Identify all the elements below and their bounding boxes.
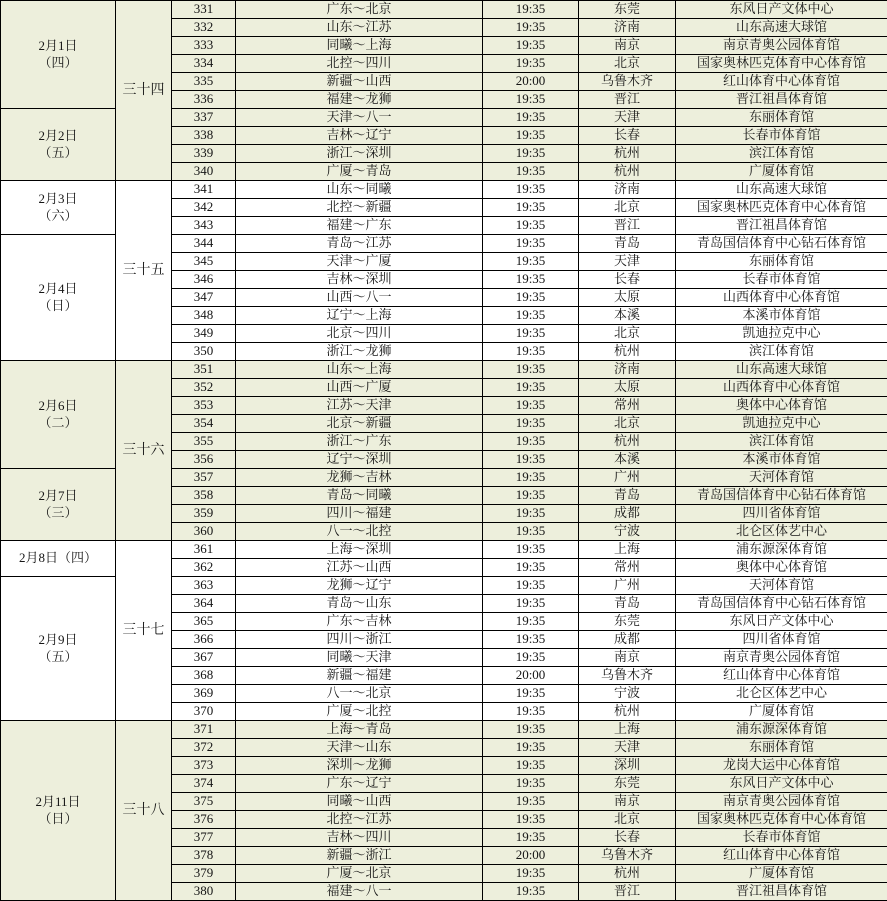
game-no-cell: 362 bbox=[172, 559, 236, 577]
venue-cell: 凯迪拉克中心 bbox=[676, 415, 887, 433]
city-cell: 本溪 bbox=[579, 307, 676, 325]
time-cell: 19:35 bbox=[483, 91, 579, 109]
time-cell: 19:35 bbox=[483, 235, 579, 253]
date-cell: 2月2日 （五） bbox=[1, 109, 116, 181]
time-cell: 19:35 bbox=[483, 415, 579, 433]
time-cell: 19:35 bbox=[483, 253, 579, 271]
city-cell: 长春 bbox=[579, 271, 676, 289]
venue-cell: 红山体育中心体育馆 bbox=[676, 667, 887, 685]
game-no-cell: 351 bbox=[172, 361, 236, 379]
venue-cell: 浦东源深体育馆 bbox=[676, 721, 887, 739]
game-no-cell: 365 bbox=[172, 613, 236, 631]
city-cell: 杭州 bbox=[579, 163, 676, 181]
time-cell: 19:35 bbox=[483, 487, 579, 505]
game-no-cell: 354 bbox=[172, 415, 236, 433]
game-no-cell: 338 bbox=[172, 127, 236, 145]
teams-cell: 龙狮～吉林 bbox=[236, 469, 483, 487]
city-cell: 深圳 bbox=[579, 757, 676, 775]
time-cell: 19:35 bbox=[483, 379, 579, 397]
game-no-cell: 356 bbox=[172, 451, 236, 469]
teams-cell: 新疆～山西 bbox=[236, 73, 483, 91]
city-cell: 杭州 bbox=[579, 343, 676, 361]
time-cell: 20:00 bbox=[483, 667, 579, 685]
venue-cell: 青岛国信体育中心钻石体育馆 bbox=[676, 487, 887, 505]
table-row bbox=[1, 1, 887, 19]
city-cell: 南京 bbox=[579, 649, 676, 667]
game-no-cell: 341 bbox=[172, 181, 236, 199]
game-no-cell: 346 bbox=[172, 271, 236, 289]
venue-cell: 山西体育中心体育馆 bbox=[676, 289, 887, 307]
round-cell: 三十四 bbox=[116, 1, 172, 181]
venue-cell: 北仑区体艺中心 bbox=[676, 685, 887, 703]
teams-cell: 广厦～北京 bbox=[236, 865, 483, 883]
date-cell: 2月7日 （三） bbox=[1, 469, 116, 541]
time-cell: 19:35 bbox=[483, 163, 579, 181]
teams-cell: 北控～江苏 bbox=[236, 811, 483, 829]
game-no-cell: 366 bbox=[172, 631, 236, 649]
time-cell: 19:35 bbox=[483, 145, 579, 163]
time-cell: 19:35 bbox=[483, 289, 579, 307]
time-cell: 19:35 bbox=[483, 631, 579, 649]
teams-cell: 广东～吉林 bbox=[236, 613, 483, 631]
time-cell: 19:35 bbox=[483, 109, 579, 127]
game-no-cell: 355 bbox=[172, 433, 236, 451]
teams-cell: 青岛～同曦 bbox=[236, 487, 483, 505]
teams-cell: 北京～新疆 bbox=[236, 415, 483, 433]
teams-cell: 广东～北京 bbox=[236, 1, 483, 19]
date-cell: 2月8日（四） bbox=[1, 541, 116, 577]
venue-cell: 东风日产文体中心 bbox=[676, 613, 887, 631]
time-cell: 19:35 bbox=[483, 55, 579, 73]
time-cell: 19:35 bbox=[483, 469, 579, 487]
time-cell: 19:35 bbox=[483, 883, 579, 901]
round-cell: 三十五 bbox=[116, 181, 172, 361]
date-cell: 2月9日 （五） bbox=[1, 577, 116, 721]
teams-cell: 广东～辽宁 bbox=[236, 775, 483, 793]
city-cell: 常州 bbox=[579, 559, 676, 577]
time-cell: 19:35 bbox=[483, 19, 579, 37]
game-no-cell: 364 bbox=[172, 595, 236, 613]
teams-cell: 山西～广厦 bbox=[236, 379, 483, 397]
city-cell: 东莞 bbox=[579, 775, 676, 793]
time-cell: 20:00 bbox=[483, 847, 579, 865]
teams-cell: 北控～新疆 bbox=[236, 199, 483, 217]
time-cell: 19:35 bbox=[483, 325, 579, 343]
teams-cell: 吉林～四川 bbox=[236, 829, 483, 847]
venue-cell: 长春市体育馆 bbox=[676, 829, 887, 847]
city-cell: 长春 bbox=[579, 829, 676, 847]
venue-cell: 国家奥林匹克体育中心体育馆 bbox=[676, 199, 887, 217]
table-row bbox=[1, 721, 887, 739]
game-no-cell: 372 bbox=[172, 739, 236, 757]
teams-cell: 广厦～青岛 bbox=[236, 163, 483, 181]
teams-cell: 龙狮～辽宁 bbox=[236, 577, 483, 595]
teams-cell: 浙江～深圳 bbox=[236, 145, 483, 163]
game-no-cell: 334 bbox=[172, 55, 236, 73]
city-cell: 东莞 bbox=[579, 1, 676, 19]
teams-cell: 北控～四川 bbox=[236, 55, 483, 73]
venue-cell: 天河体育馆 bbox=[676, 577, 887, 595]
teams-cell: 天津～广厦 bbox=[236, 253, 483, 271]
game-no-cell: 368 bbox=[172, 667, 236, 685]
venue-cell: 南京青奥公园体育馆 bbox=[676, 649, 887, 667]
teams-cell: 山东～上海 bbox=[236, 361, 483, 379]
teams-cell: 深圳～龙狮 bbox=[236, 757, 483, 775]
teams-cell: 山东～江苏 bbox=[236, 19, 483, 37]
city-cell: 青岛 bbox=[579, 235, 676, 253]
venue-cell: 晋江祖昌体育馆 bbox=[676, 217, 887, 235]
time-cell: 19:35 bbox=[483, 793, 579, 811]
teams-cell: 浙江～广东 bbox=[236, 433, 483, 451]
time-cell: 19:35 bbox=[483, 505, 579, 523]
city-cell: 杭州 bbox=[579, 145, 676, 163]
city-cell: 南京 bbox=[579, 37, 676, 55]
city-cell: 成都 bbox=[579, 505, 676, 523]
game-no-cell: 345 bbox=[172, 253, 236, 271]
teams-cell: 青岛～山东 bbox=[236, 595, 483, 613]
venue-cell: 广厦体育馆 bbox=[676, 163, 887, 181]
venue-cell: 滨江体育馆 bbox=[676, 145, 887, 163]
game-no-cell: 358 bbox=[172, 487, 236, 505]
venue-cell: 山东高速大球馆 bbox=[676, 361, 887, 379]
city-cell: 天津 bbox=[579, 253, 676, 271]
time-cell: 19:35 bbox=[483, 1, 579, 19]
venue-cell: 红山体育中心体育馆 bbox=[676, 73, 887, 91]
teams-cell: 上海～深圳 bbox=[236, 541, 483, 559]
time-cell: 19:35 bbox=[483, 865, 579, 883]
city-cell: 青岛 bbox=[579, 487, 676, 505]
time-cell: 19:35 bbox=[483, 37, 579, 55]
game-no-cell: 361 bbox=[172, 541, 236, 559]
venue-cell: 凯迪拉克中心 bbox=[676, 325, 887, 343]
schedule-table-body bbox=[1, 1, 887, 901]
game-no-cell: 350 bbox=[172, 343, 236, 361]
game-no-cell: 335 bbox=[172, 73, 236, 91]
venue-cell: 龙岗大运中心体育馆 bbox=[676, 757, 887, 775]
teams-cell: 新疆～福建 bbox=[236, 667, 483, 685]
game-no-cell: 339 bbox=[172, 145, 236, 163]
time-cell: 19:35 bbox=[483, 127, 579, 145]
venue-cell: 广厦体育馆 bbox=[676, 703, 887, 721]
city-cell: 青岛 bbox=[579, 595, 676, 613]
city-cell: 上海 bbox=[579, 541, 676, 559]
venue-cell: 四川省体育馆 bbox=[676, 631, 887, 649]
teams-cell: 四川～福建 bbox=[236, 505, 483, 523]
city-cell: 广州 bbox=[579, 469, 676, 487]
game-no-cell: 343 bbox=[172, 217, 236, 235]
teams-cell: 八一～北京 bbox=[236, 685, 483, 703]
city-cell: 北京 bbox=[579, 415, 676, 433]
city-cell: 长春 bbox=[579, 127, 676, 145]
teams-cell: 江苏～天津 bbox=[236, 397, 483, 415]
time-cell: 19:35 bbox=[483, 577, 579, 595]
teams-cell: 青岛～江苏 bbox=[236, 235, 483, 253]
city-cell: 北京 bbox=[579, 325, 676, 343]
teams-cell: 天津～八一 bbox=[236, 109, 483, 127]
city-cell: 济南 bbox=[579, 361, 676, 379]
venue-cell: 国家奥林匹克体育中心体育馆 bbox=[676, 811, 887, 829]
city-cell: 北京 bbox=[579, 55, 676, 73]
teams-cell: 福建～八一 bbox=[236, 883, 483, 901]
city-cell: 成都 bbox=[579, 631, 676, 649]
game-no-cell: 333 bbox=[172, 37, 236, 55]
teams-cell: 北京～四川 bbox=[236, 325, 483, 343]
teams-cell: 八一～北控 bbox=[236, 523, 483, 541]
game-no-cell: 376 bbox=[172, 811, 236, 829]
time-cell: 19:35 bbox=[483, 361, 579, 379]
time-cell: 19:35 bbox=[483, 613, 579, 631]
date-cell: 2月6日 （二） bbox=[1, 361, 116, 469]
time-cell: 19:35 bbox=[483, 829, 579, 847]
city-cell: 常州 bbox=[579, 397, 676, 415]
city-cell: 杭州 bbox=[579, 433, 676, 451]
game-no-cell: 375 bbox=[172, 793, 236, 811]
city-cell: 北京 bbox=[579, 199, 676, 217]
time-cell: 19:35 bbox=[483, 433, 579, 451]
venue-cell: 滨江体育馆 bbox=[676, 433, 887, 451]
venue-cell: 国家奥林匹克体育中心体育馆 bbox=[676, 55, 887, 73]
time-cell: 19:35 bbox=[483, 397, 579, 415]
city-cell: 乌鲁木齐 bbox=[579, 667, 676, 685]
table-row bbox=[1, 181, 887, 199]
teams-cell: 四川～浙江 bbox=[236, 631, 483, 649]
game-no-cell: 371 bbox=[172, 721, 236, 739]
time-cell: 19:35 bbox=[483, 307, 579, 325]
game-no-cell: 359 bbox=[172, 505, 236, 523]
venue-cell: 青岛国信体育中心钻石体育馆 bbox=[676, 595, 887, 613]
game-no-cell: 373 bbox=[172, 757, 236, 775]
time-cell: 19:35 bbox=[483, 181, 579, 199]
teams-cell: 吉林～辽宁 bbox=[236, 127, 483, 145]
teams-cell: 山东～同曦 bbox=[236, 181, 483, 199]
venue-cell: 东丽体育馆 bbox=[676, 253, 887, 271]
city-cell: 太原 bbox=[579, 379, 676, 397]
city-cell: 宁波 bbox=[579, 685, 676, 703]
city-cell: 晋江 bbox=[579, 217, 676, 235]
venue-cell: 南京青奥公园体育馆 bbox=[676, 37, 887, 55]
time-cell: 19:35 bbox=[483, 757, 579, 775]
time-cell: 19:35 bbox=[483, 649, 579, 667]
venue-cell: 本溪市体育馆 bbox=[676, 307, 887, 325]
city-cell: 上海 bbox=[579, 721, 676, 739]
venue-cell: 长春市体育馆 bbox=[676, 127, 887, 145]
city-cell: 太原 bbox=[579, 289, 676, 307]
time-cell: 19:35 bbox=[483, 811, 579, 829]
venue-cell: 长春市体育馆 bbox=[676, 271, 887, 289]
venue-cell: 青岛国信体育中心钻石体育馆 bbox=[676, 235, 887, 253]
venue-cell: 奥体中心体育馆 bbox=[676, 559, 887, 577]
venue-cell: 晋江祖昌体育馆 bbox=[676, 91, 887, 109]
venue-cell: 晋江祖昌体育馆 bbox=[676, 883, 887, 901]
game-no-cell: 369 bbox=[172, 685, 236, 703]
game-no-cell: 377 bbox=[172, 829, 236, 847]
game-no-cell: 336 bbox=[172, 91, 236, 109]
venue-cell: 本溪市体育馆 bbox=[676, 451, 887, 469]
time-cell: 19:35 bbox=[483, 559, 579, 577]
game-no-cell: 348 bbox=[172, 307, 236, 325]
venue-cell: 奥体中心体育馆 bbox=[676, 397, 887, 415]
teams-cell: 上海～青岛 bbox=[236, 721, 483, 739]
teams-cell: 辽宁～上海 bbox=[236, 307, 483, 325]
game-no-cell: 353 bbox=[172, 397, 236, 415]
teams-cell: 同曦～上海 bbox=[236, 37, 483, 55]
venue-cell: 东丽体育馆 bbox=[676, 739, 887, 757]
time-cell: 19:35 bbox=[483, 451, 579, 469]
city-cell: 宁波 bbox=[579, 523, 676, 541]
date-cell: 2月1日 （四） bbox=[1, 1, 116, 109]
time-cell: 19:35 bbox=[483, 343, 579, 361]
game-no-cell: 370 bbox=[172, 703, 236, 721]
game-no-cell: 363 bbox=[172, 577, 236, 595]
game-no-cell: 367 bbox=[172, 649, 236, 667]
teams-cell: 福建～广东 bbox=[236, 217, 483, 235]
city-cell: 济南 bbox=[579, 181, 676, 199]
time-cell: 20:00 bbox=[483, 73, 579, 91]
table-row bbox=[1, 361, 887, 379]
time-cell: 19:35 bbox=[483, 199, 579, 217]
game-no-cell: 380 bbox=[172, 883, 236, 901]
round-cell: 三十六 bbox=[116, 361, 172, 541]
date-cell: 2月4日 （日） bbox=[1, 235, 116, 361]
teams-cell: 福建～龙狮 bbox=[236, 91, 483, 109]
city-cell: 天津 bbox=[579, 739, 676, 757]
city-cell: 乌鲁木齐 bbox=[579, 847, 676, 865]
teams-cell: 新疆～浙江 bbox=[236, 847, 483, 865]
city-cell: 杭州 bbox=[579, 703, 676, 721]
city-cell: 杭州 bbox=[579, 865, 676, 883]
venue-cell: 东风日产文体中心 bbox=[676, 775, 887, 793]
city-cell: 广州 bbox=[579, 577, 676, 595]
game-no-cell: 342 bbox=[172, 199, 236, 217]
game-no-cell: 332 bbox=[172, 19, 236, 37]
game-no-cell: 337 bbox=[172, 109, 236, 127]
city-cell: 天津 bbox=[579, 109, 676, 127]
teams-cell: 山西～八一 bbox=[236, 289, 483, 307]
city-cell: 济南 bbox=[579, 19, 676, 37]
teams-cell: 同曦～山西 bbox=[236, 793, 483, 811]
game-no-cell: 340 bbox=[172, 163, 236, 181]
table-row bbox=[1, 541, 887, 559]
venue-cell: 山西体育中心体育馆 bbox=[676, 379, 887, 397]
teams-cell: 同曦～天津 bbox=[236, 649, 483, 667]
time-cell: 19:35 bbox=[483, 523, 579, 541]
time-cell: 19:35 bbox=[483, 739, 579, 757]
game-no-cell: 378 bbox=[172, 847, 236, 865]
time-cell: 19:35 bbox=[483, 541, 579, 559]
teams-cell: 浙江～龙狮 bbox=[236, 343, 483, 361]
venue-cell: 北仑区体艺中心 bbox=[676, 523, 887, 541]
venue-cell: 山东高速大球馆 bbox=[676, 181, 887, 199]
city-cell: 乌鲁木齐 bbox=[579, 73, 676, 91]
game-no-cell: 347 bbox=[172, 289, 236, 307]
game-no-cell: 349 bbox=[172, 325, 236, 343]
game-no-cell: 360 bbox=[172, 523, 236, 541]
teams-cell: 江苏～山西 bbox=[236, 559, 483, 577]
time-cell: 19:35 bbox=[483, 595, 579, 613]
time-cell: 19:35 bbox=[483, 217, 579, 235]
city-cell: 南京 bbox=[579, 793, 676, 811]
time-cell: 19:35 bbox=[483, 271, 579, 289]
venue-cell: 滨江体育馆 bbox=[676, 343, 887, 361]
city-cell: 晋江 bbox=[579, 883, 676, 901]
round-cell: 三十七 bbox=[116, 541, 172, 721]
venue-cell: 红山体育中心体育馆 bbox=[676, 847, 887, 865]
venue-cell: 南京青奥公园体育馆 bbox=[676, 793, 887, 811]
game-no-cell: 374 bbox=[172, 775, 236, 793]
city-cell: 本溪 bbox=[579, 451, 676, 469]
game-no-cell: 344 bbox=[172, 235, 236, 253]
time-cell: 19:35 bbox=[483, 775, 579, 793]
venue-cell: 山东高速大球馆 bbox=[676, 19, 887, 37]
date-cell: 2月3日 （六） bbox=[1, 181, 116, 235]
venue-cell: 东丽体育馆 bbox=[676, 109, 887, 127]
venue-cell: 天河体育馆 bbox=[676, 469, 887, 487]
city-cell: 晋江 bbox=[579, 91, 676, 109]
teams-cell: 天津～山东 bbox=[236, 739, 483, 757]
game-no-cell: 357 bbox=[172, 469, 236, 487]
city-cell: 北京 bbox=[579, 811, 676, 829]
time-cell: 19:35 bbox=[483, 703, 579, 721]
round-cell: 三十八 bbox=[116, 721, 172, 901]
game-no-cell: 379 bbox=[172, 865, 236, 883]
game-no-cell: 352 bbox=[172, 379, 236, 397]
teams-cell: 辽宁～深圳 bbox=[236, 451, 483, 469]
teams-cell: 吉林～深圳 bbox=[236, 271, 483, 289]
venue-cell: 东风日产文体中心 bbox=[676, 1, 887, 19]
game-no-cell: 331 bbox=[172, 1, 236, 19]
teams-cell: 广厦～北控 bbox=[236, 703, 483, 721]
venue-cell: 广厦体育馆 bbox=[676, 865, 887, 883]
time-cell: 19:35 bbox=[483, 721, 579, 739]
time-cell: 19:35 bbox=[483, 685, 579, 703]
city-cell: 东莞 bbox=[579, 613, 676, 631]
date-cell: 2月11日 （日） bbox=[1, 721, 116, 901]
venue-cell: 浦东源深体育馆 bbox=[676, 541, 887, 559]
venue-cell: 四川省体育馆 bbox=[676, 505, 887, 523]
